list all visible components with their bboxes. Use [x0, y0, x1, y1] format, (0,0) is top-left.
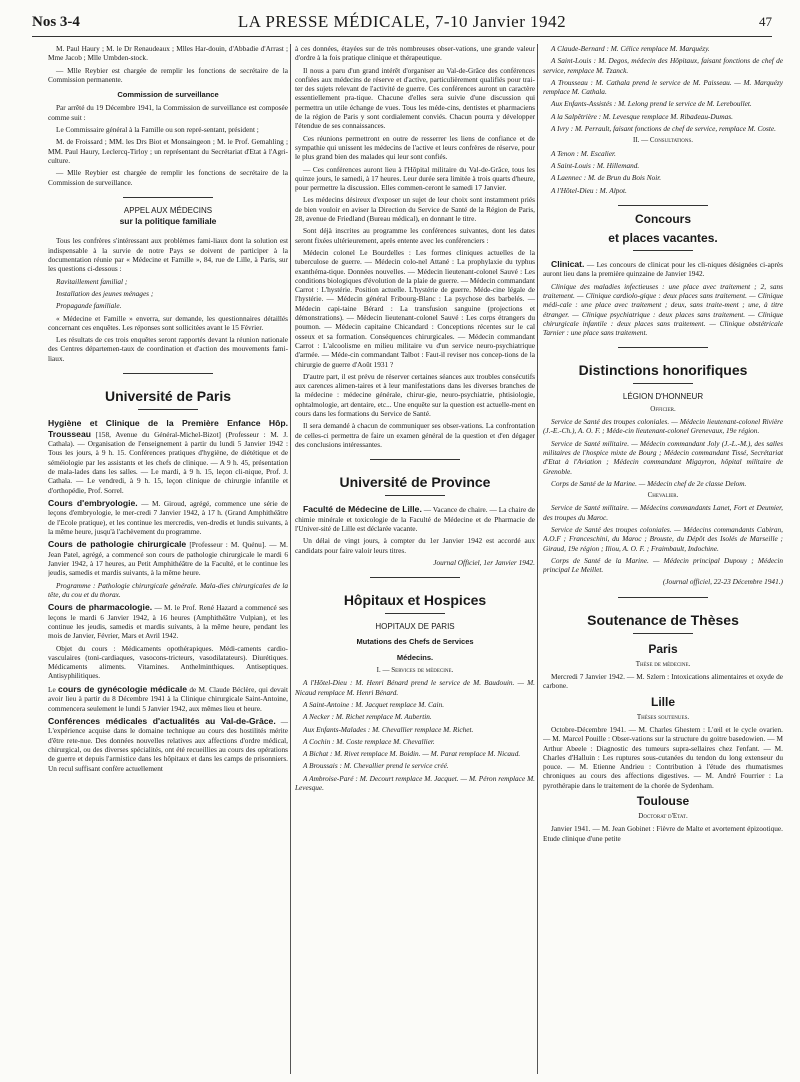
divider	[618, 205, 708, 206]
header-rule	[32, 36, 772, 37]
list-item: A Ivry : M. Perrault, faisant fonctions de chef de service, remplace M. Coste.	[551, 124, 776, 134]
paragraph: Service de Santé militaire. — Médecins commandants Lanet, Fort et Deumier, des troupes du Maroc.	[543, 503, 783, 522]
list-item: Ravitaillement familial ;	[56, 276, 128, 286]
paragraph: Corps de Santé de la Marine. — Médecin principal Dupouy ; Médecin principal Le Meillet.	[543, 555, 783, 575]
entry-lead: Hygiène et Clinique de la Première Enfance Hôp. Trousseau	[48, 418, 288, 439]
section-heading: Lille	[650, 694, 675, 709]
list-item: A Broussais : M. Chevallier prend le service créé.	[303, 761, 449, 771]
entry-text: — Vacance de chaire. — La chaire de chimie minérale et toxicologie de la Faculté de Médecine et de Pharmacie de l'Univer-sité de Lille est déclarée vacante.	[295, 505, 535, 533]
paragraph: Corps de Santé de la Marine. — Médecin chef de 2e classe Delom.	[551, 478, 747, 488]
paragraph: D'autre part, il est prévu de réserver certaines séances aux troubles consécutifs aux carences alimen-taires et à leur manifestations dans les diverses branches de la médecine : médecine générale, chirur-gie, neuro-psychiatrie, phtisiologie, ophtalmologie, art dentaire, etc... Une enquête sur la question est actuelle-ment en cours dans les formations du Service de Santé.	[295, 371, 535, 418]
list-item: A Trousseau : M. Cathala prend le service de M. Paisseau. — M. Marquézy remplace M. Cathala.	[543, 77, 783, 97]
column-1	[48, 44, 288, 1076]
divider	[385, 613, 445, 614]
divider	[618, 347, 708, 348]
paragraph: « Médecine et Famille » enverra, sur demande, les questionnaires détaillés concernant ces enquêtes. Les réponses sont sollicitées avant le 15 Février.	[48, 313, 288, 332]
paragraph: Service de Santé des troupes coloniales. — Médecin lieutenant-colonel Rivière (J.-E.-Ch.), A. O. F. ; Méde-cin lieutenant-colonel Grenevaux, 19e région.	[543, 417, 783, 436]
paragraph: Objet du cours : Médicaments opothérapiques. Médi-caments cardio-vasculaires (toni-cardiaques, vasocons-tricteurs, vasodilatateurs). Diurétiques. Médicaments aliments. Vitamines. Anthelminthiques. Antiseptiques. Antisyphilitiques.	[48, 643, 288, 681]
section-heading: Université de Province	[339, 474, 491, 491]
journal-title: LA PRESSE MÉDICALE, 7-10 Janvier 1942	[237, 12, 567, 31]
list-item: A l'Hôtel-Dieu : M. Alpot.	[551, 185, 627, 195]
section-subheading: APPEL AUX MÉDECINS	[123, 205, 213, 215]
section-heading: et places vacantes.	[608, 230, 718, 245]
page-header	[32, 12, 772, 34]
divider	[633, 633, 693, 634]
entry-text: — Les concours de clinicat pour les cli-niques désignées ci-après auront lieu dans la première quinzaine de Janvier 1942.	[543, 259, 783, 279]
list-item: A Cochin : M. Coste remplace M. Chevallier.	[303, 736, 435, 746]
column-divider	[290, 44, 291, 1074]
entry-text: [Professeur : M. Quénu]. — M. Jean Patel, agrégé, a commencé son cours de pathologie chirurgicale le mardi 6 Janvier 1942, à 17 heures, au Petit Amphithéâtre de la Faculté, et le continue les jeudis, samedis et mardis suivants, à la même heure.	[48, 540, 288, 578]
list-item: Aux Enfants-Malades : M. Chevallier remplace M. Richet.	[303, 724, 474, 734]
list-item: A Saint-Antoine : M. Jacquet remplace M. Cain.	[303, 699, 445, 709]
entry-lead: Cours de pathologie chirurgicale	[48, 539, 187, 550]
section-heading: Distinctions honorifiques	[578, 362, 748, 379]
entry-text: — L'expérience acquise dans le domaine technique au cours des hostilités mérite d'être rete-nue. Des données nouvelles relatives aux affections d'ordre médical, chirurgical, ou des diverses spécialités, ont été recueillies au cours des opérations de guerre et depuis l'armistice dans les hôpitaux et dans les camps de prisonniers. Un recul suffisant confère actuellement	[48, 716, 288, 773]
entry-text: Le	[48, 684, 56, 694]
entry-text: — M. Giroud, agrégé, commence une série de leçons d'embryologie, le mer-credi 7 Janvier 1942, à 17 h. (Grand Amphithéâtre de l'Ecole pratique), et les continue les mercredis, ven-dredis et lundis suivants, à la même heure, jusqu'à l'achèvement du programme.	[48, 498, 288, 536]
list-item: A Necker : M. Richet remplace M. Aubertin.	[303, 712, 432, 722]
section-subheading: Thèse de médecine.	[635, 659, 691, 668]
divider	[138, 409, 198, 410]
entry-lead: Clinicat.	[551, 258, 585, 269]
paragraph: Les médecins désireux d'exposer un sujet de leur choix sont instamment priés de bien vouloir en aviser la Direction du Service de Santé de la Région de Paris, 28, avenue de Friedland (Bureau médical), en donnant le titre.	[295, 195, 535, 224]
page-number: 47	[759, 14, 772, 29]
paragraph: Ces réunions permettront en outre de resserrer les liens de confiance et de sympathie qui unissent les médecins de l'active et leurs confrères de réserve, pour le plus grand bien des malades qui leur sont confiés.	[295, 133, 535, 162]
paragraph: Janvier 1941. — M. Jean Gobinet : Fièvre de Malte et avortement épizootique. Etude clinique d'une petite	[543, 824, 783, 843]
paragraph: Service de Santé militaire. — Médecin commandant Joly (J.-L.-M.), des salles militaires de l'hospice mixte de Bourg ; Médecin commandant Tissé, Secrétariat d'Etat à l'Aviation ; Médecin commandant Migayron, hôpital militaire de Grenoble.	[543, 438, 783, 476]
divider	[618, 597, 708, 598]
paragraph: à ces données, étayées sur de très nombreuses obser-vations, une grande valeur d'ordre à la fois pratique clinique et thérapeutique.	[295, 44, 535, 63]
paragraph: — Ces conférences auront lieu à l'Hôpital militaire du Val-de-Grâce, tous les quinze jours, le samedi, à 17 heures. Leur durée sera limitée à trois quarts d'heure, pour permettre la discussion. Elles commen-ceront le samedi 17 Janvier.	[295, 164, 535, 193]
section-heading: Toulouse	[636, 794, 690, 809]
paragraph: — Mlle Reybier est chargée de remplir les fonctions de secrétaire de la Commission permanente.	[48, 65, 288, 84]
paragraph: Mercredi 7 Janvier 1942. — M. Szlern : Intoxications alimentaires et oxyde de carbone.	[543, 672, 783, 691]
section-subheading: Mutations des Chefs de Services	[356, 637, 474, 647]
column-3	[543, 44, 783, 1076]
divider	[123, 197, 213, 198]
paragraph: Sont déjà inscrites au programme les conférences suivantes, dont les dates seront fixées ultérieurement, après entente avec les conférenciers :	[295, 226, 535, 245]
section-subheading: Médecins.	[396, 652, 434, 662]
section-subheading: Doctorat d'Etat.	[638, 812, 688, 821]
list-item: A Laennec : M. de Brun du Bois Noir.	[551, 173, 662, 183]
section-subheading: Thèses soutenues.	[636, 712, 690, 721]
list-item: A Saint-Louis : M. Hillemand.	[551, 160, 640, 170]
section-subheading: Chevalier.	[647, 491, 679, 500]
section-subheading: sur la politique familiale	[119, 216, 217, 227]
entry-text: [158, Avenue du Général-Michel-Bizot] (Professeur : M. J. Cathala). — Organisation de l'enseignement à partir du lundi 5 Janvier 1942 : Tous les jours, à 9 h. 15. Conférences pratiques d'hygiène, de diététique et de séméiologie par les assistants et les chefs de clinique. — A 9 h. 45, présentation de mala-lades dans les salles. — Le mardi, à 9 h. 15, leçon cli-nique, Prof. J. Cathala. — Le vendredi, à 9 h. 15, leçon clinique de chirurgie infantile et d'orthopédie, Prof. Sorrel.	[48, 429, 288, 495]
divider	[370, 577, 460, 578]
paragraph: Par arrêté du 19 Décembre 1941, la Commission de surveillance est composée comme suit :	[48, 103, 288, 122]
paragraph: Tous les confrères s'intéressant aux problèmes fami-liaux dont la solution est indispensable à la survie de notre Pays se doivent de participer à la documentation réunie par « Médecine et Famille », 84, rue de Lille, à Paris, sur les questions ci-dessous :	[48, 236, 288, 274]
section-subheading: LÉGION D'HONNEUR	[622, 392, 704, 402]
divider	[633, 250, 693, 251]
paragraph: — Mlle Reybier est chargée de remplir les fonctions de secrétaire de la Commission de surveillance.	[48, 168, 288, 187]
section-heading: Soutenance de Thèses	[587, 611, 739, 628]
column-2	[295, 44, 535, 1076]
column-divider	[537, 44, 538, 1074]
paragraph: Les résultats de ces trois enquêtes seront rapportés devant la réunion nationale des Centres départemen-taux de coordination et d'action des mouvements fami-liaux.	[48, 335, 288, 363]
entry-text: — M. le Prof. René Hazard a commencé ses leçons le mardi 6 Janvier 1942, à 16 heures (Amphithéâtre Vulpian), et les continue les jeudis, samedis et mardis suivants, à la même heure, pendant les mois de Janvier, Février, Mars et Avril 1942.	[48, 603, 288, 641]
section-subheading: Commission de surveillance	[117, 90, 219, 100]
divider	[633, 383, 693, 384]
paragraph: M. de Froissard ; MM. les Drs Biot et Monsaingeon ; M. le Prof. Gemahling ; MM. Paul Haury, Leclercq-Tirloy ; un représentant du Secrétariat d'Etat à l'Agri-culture.	[48, 137, 288, 165]
section-subheading: I. — Services de médecine.	[376, 666, 454, 675]
list-item: A la Salpêtrière : M. Levesque remplace M. Ribadeau-Dumas.	[551, 111, 733, 121]
entry-lead: Faculté de Médecine de Lille.	[303, 504, 422, 515]
divider	[385, 495, 445, 496]
paragraph: Octobre-Décembre 1941. — M. Charles Ghestem : L'œil et le cycle ovarien. — M. Marcel Pouille : Obser-vations sur la structure du goitre basedowien. — M Arthur Abeele : Diagnostic des tumeurs supra-sellaires chez l'enfant. — M. Charles d'Halluin : Les ruptures sous-cutanées du tendon du long extenseur du pouce. — M. Etienne Andrieu : Contribution à l'étude des rhumatismes chroniques au cours des affections digestives. — M. André Fourrier : La pyrothérapie dans le traitement de la chorée de Sydenham.	[543, 724, 783, 790]
issue-number: Nos 3-4	[32, 14, 80, 30]
entry-lead: Conférences médicales d'actualités au Val-de-Grâce.	[48, 715, 276, 726]
entry-text: de M. Claude Béclère, qui devait avoir lieu à partir du 8 Décembre 1941 à la Clinique chirurgicale Saint-Antoine, commencera seulement le lundi 5 Janvier 1942, aux mêmes lieu et heure.	[48, 684, 288, 713]
section-heading: Concours	[634, 211, 691, 226]
entry-lead: Cours de pharmacologie.	[48, 602, 153, 613]
divider	[123, 373, 213, 374]
list-item: A Claude-Bernard : M. Célice remplace M. Marquézy.	[551, 44, 710, 53]
section-subheading: II. — Consultations.	[633, 136, 693, 145]
section-heading: Université de Paris	[104, 388, 232, 405]
source-citation: Journal Officiel, 1er Janvier 1942.	[433, 557, 535, 567]
paragraph: Clinique des maladies infectieuses : une place avec traitement ; 2, sans traitement. — Clinique cardiolo-gique : deux places sans traitement. — Clinique médi-cale : une place avec traitement ; deux, sans traite-ment ; une, à titre étranger. — Clinique psychiatrique : deux places sans traitement. — Clinique chirurgicale infantile : deux places sans traitement. — Clinique obstétricale Tarnier : une place sans traitement.	[543, 281, 783, 338]
list-item: A l'Hôtel-Dieu : M. Henri Bénard prend le service de M. Baudouin. — M. Nicaud remplace M. Henri Bénard.	[295, 678, 535, 697]
paragraph: Le Commissaire général à la Famille ou son repré-sentant, président ;	[56, 125, 259, 135]
list-item: A Ambroise-Paré : M. Decourt remplace M. Jacquet. — M. Péron remplace M. Levesque.	[295, 773, 535, 793]
entry-lead: cours de gynécologie médicale	[58, 683, 187, 694]
section-subheading: HOPITAUX DE PARIS	[375, 622, 455, 632]
paragraph: Programme : Pathologie chirurgicale générale. Mala-dies chirurgicales de la tête, du cou et du thorax.	[48, 580, 288, 599]
paragraph: Il sera demandé à chacun de communiquer ses obser-vations. La confrontation de celles-ci permettra de faire un examen général de la question et d'en dégager des conclusions intéressantes.	[295, 421, 535, 449]
paragraph: Un délai de vingt jours, à compter du 1er Janvier 1942 est accordé aux candidats pour faire valoir leurs titres.	[295, 536, 535, 555]
list-item: Installation des jeunes ménages ;	[56, 288, 154, 298]
paragraph: Médecin colonel Le Bourdelles : Les formes cliniques actuelles de la tuberculose de guerre. — Médecin colo-nel Attané : La prophylaxie du typhus exanthéma-tique. Données nouvelles. — Médecin lieutenant-colonel Sauvé : Les conditions biologiques d'évolution de la plaie de guerre. — Médecin commandant Carrot : L'hystérie. Position actuelle. L'hystérie de guerre. Méde-cine légale de l'hystérie. — Médecin général Fribourg-Blanc : La psychose des barbelés. — Médecin capi-taine Bérard : La transfusion sanguine (projections et démonstrations). — Médecin lieutenant-colonel Sauvé : Les corps étrangers du poumon. — Médecin capitaine Chicandard : Conceptions récentes sur le cal osseux et sa formation. Conséquences chirurgicales. — Médecin commandant Carrot : L'alcoolisme en milieu militaire vu d'un service neuro-psychiatrique d'armée. — Méde-cin commandant Talbot : Faut-il reviser nos concep-tions de la chirurgie de guerre d'Août 1931 ?	[295, 247, 535, 369]
source-citation: (Journal officiel, 22-23 Décembre 1941.)	[662, 577, 783, 587]
list-item: Aux Enfants-Assistés : M. Lelong prend le service de M. Lereboullet.	[551, 99, 752, 109]
entry-lead: Cours d'embryologie.	[48, 497, 138, 508]
section-heading: Hôpitaux et Hospices	[343, 592, 487, 609]
list-item: A Saint-Louis : M. Degos, médecin des Hôpitaux, faisant fonctions de chef de service, remplace M. Tzanck.	[543, 56, 783, 75]
list-item: A Tenon : M. Escalier.	[551, 148, 616, 158]
divider	[370, 459, 460, 460]
paragraph: Il nous a paru d'un grand intérêt d'organiser au Val-de-Grâce des conférences confiées aux médecins de réserve et d'active, particulièrement qualifiés pour trai-ter des sujets relevant de l'activité de guerre. Ces conférences auront un caractère essentiellement pra-tique. Chacune d'elles sera suivie d'une discussion qui permettra un utile échange de vues. Tous les méde-cins, dentistes et pharmaciens de la région de Paris y sont cordialement conviés. Chacun pourra y développer l'étendue de ses connaissances.	[295, 65, 535, 131]
section-heading: Paris	[648, 641, 678, 656]
section-subheading: Officier.	[650, 404, 676, 413]
list-item: A Bichat : M. Rivet remplace M. Boidin. — M. Parat remplace M. Nicaud.	[303, 749, 521, 759]
paragraph: Service de Santé des troupes coloniales. — Médecins commandants Cabiran, A.O.F ; Franceschini, du Maroc ; Brouste, du Dépôt des Isolés de Marseille ; Giraud, 19e région ; Iliou, A. O. F. ; Fraimbault, Indochine.	[543, 525, 783, 553]
paragraph: M. Paul Haury ; M. le Dr Renaudeaux ; Mlles Har-douin, d'Abbadie d'Arrast ; Mme Jacob ; Mlle Umbden-stock.	[48, 44, 288, 63]
list-item: Propagande familiale.	[56, 301, 122, 311]
